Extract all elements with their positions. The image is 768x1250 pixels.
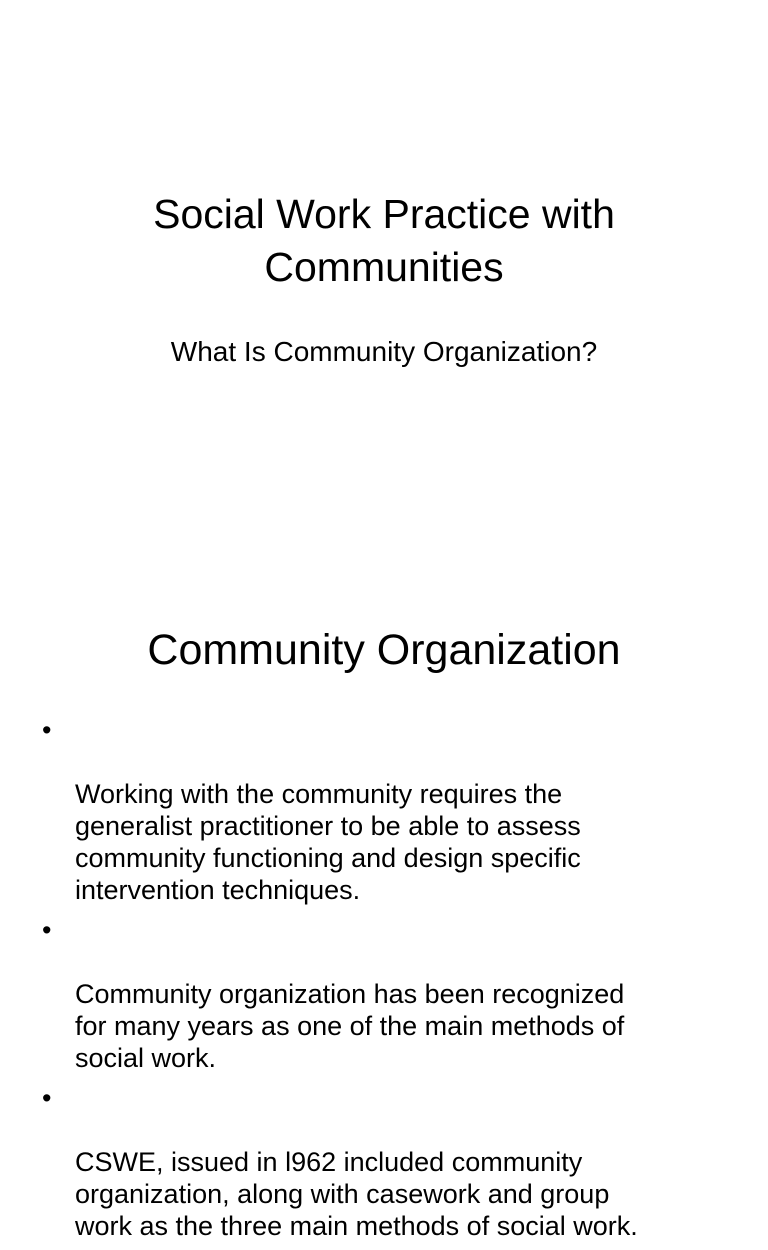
bullet-list xyxy=(0,714,768,1250)
bullet-text: CSWE, issued in l962 included community organization, along with casework and group work as the three main methods of social work. xyxy=(75,1147,638,1241)
slide-title: Community Organization xyxy=(147,626,621,674)
slide-subtitle: What Is Community Organization? xyxy=(170,336,598,367)
title-slide xyxy=(0,0,768,576)
bullet-icon: • xyxy=(42,1083,52,1113)
content-slide xyxy=(0,576,768,1241)
bullet-text: Community organization has been recognized for many years as one of the main methods of social work. xyxy=(75,979,625,1073)
bullet-icon: • xyxy=(42,915,52,945)
bullet-item xyxy=(0,1082,768,1242)
bullet-item xyxy=(0,714,768,906)
slide-title: Social Work Practice with Communities xyxy=(153,191,615,290)
bullet-icon: • xyxy=(42,715,52,745)
bullet-item xyxy=(0,914,768,1074)
bullet-text: Working with the community requires the generalist practitioner to be able to assess community functioning and design specific intervention techniques. xyxy=(75,779,581,905)
